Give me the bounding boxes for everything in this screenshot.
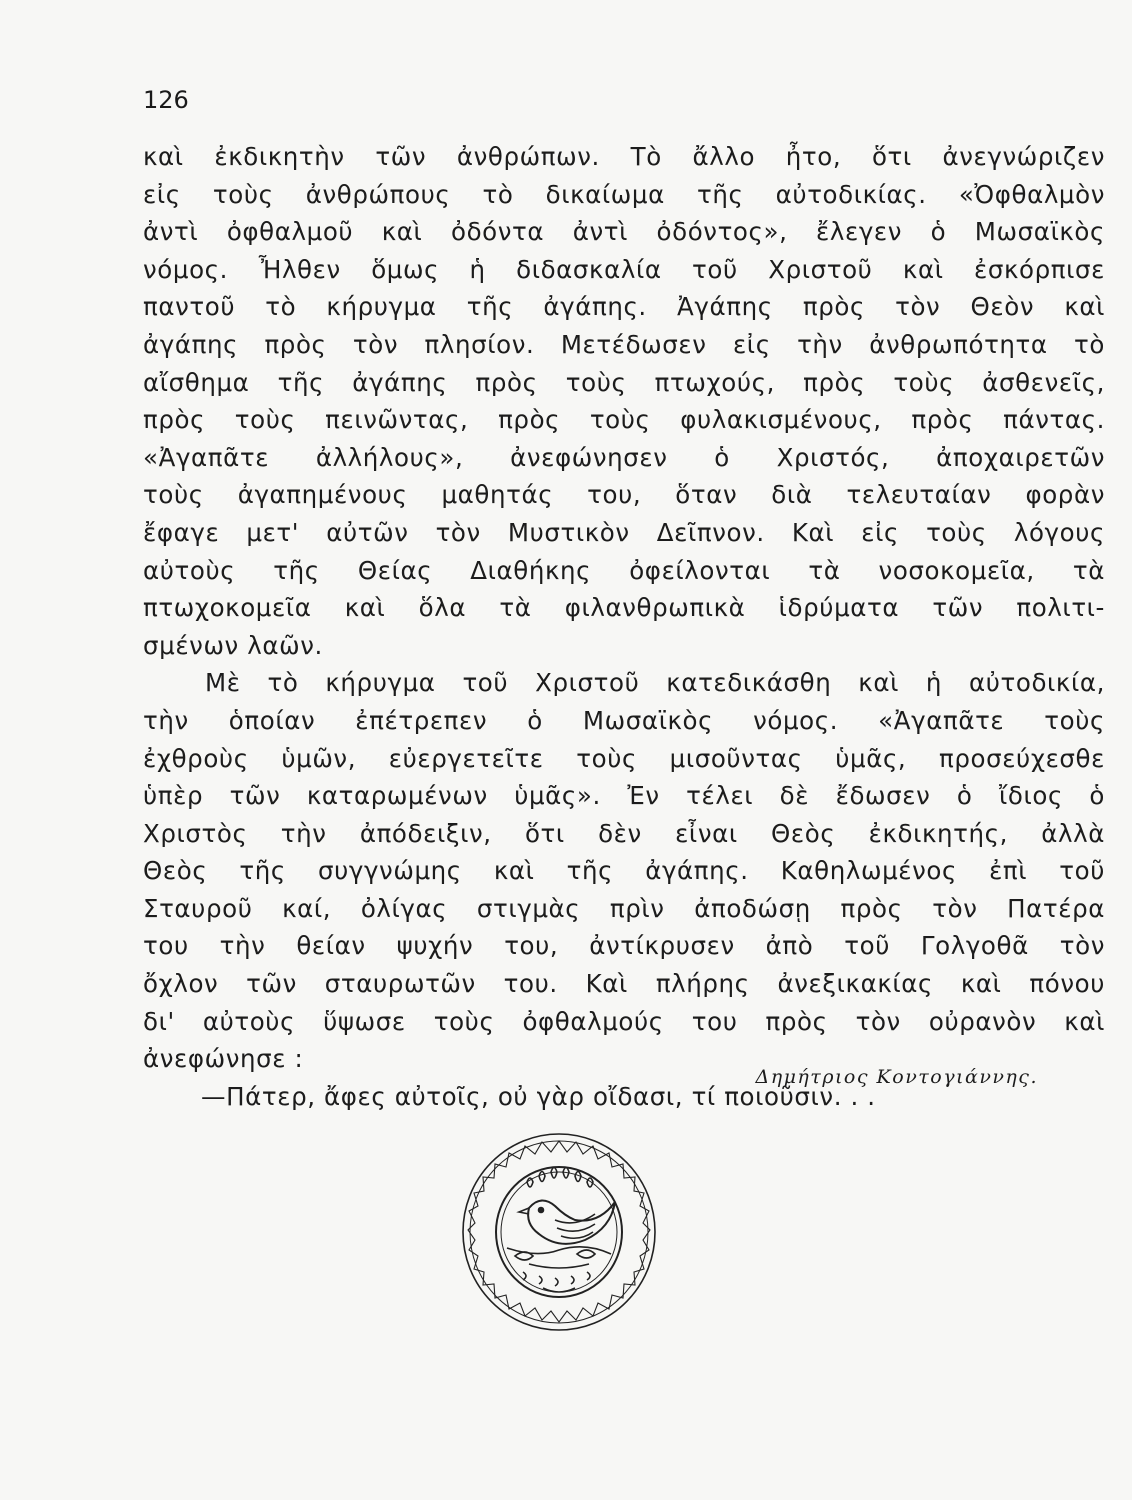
text-line: πτωχοκομεῖα καὶ ὅλα τὰ φιλανθρωπικὰ ἱδρύματα τῶν πολιτι- <box>143 593 1105 623</box>
decorative-plate-bird-illustration <box>459 1130 659 1334</box>
text-line: «Ἀγαπᾶτε ἀλλήλους», ἀνεφώνησεν ὁ Χριστός, ἀποχαιρετῶν <box>143 442 1105 472</box>
text-line: του τὴν θείαν ψυχήν του, ἀντίκρυσεν ἀπὸ τοῦ Γολγοθᾶ τὸν <box>143 931 1105 961</box>
text-line: ἔφαγε μετ' αὐτῶν τὸν Μυστικὸν Δεῖπνον. Καὶ εἰς τοὺς λόγους <box>143 517 1105 547</box>
body-text <box>143 138 1105 1115</box>
text-line: Μὲ τὸ κήρυγμα τοῦ Χριστοῦ κατεδικάσθη καὶ ἡ αὐτοδικία, <box>205 668 1105 698</box>
text-line: νόμος. Ἦλθεν ὅμως ἡ διδασκαλία τοῦ Χριστοῦ καὶ ἐσκόρπισε <box>143 254 1105 284</box>
text-line: Σταυροῦ καί, ὀλίγας στιγμὰς πρὶν ἀποδώσῃ πρὸς τὸν Πατέρα <box>143 893 1105 923</box>
text-line: αὐτοὺς τῆς Θείας Διαθήκης ὀφείλονται τὰ νοσοκομεῖα, τὰ <box>143 555 1105 585</box>
text-line: δι' αὐτοὺς ὕψωσε τοὺς ὀφθαλμούς του πρὸς τὸν οὐρανὸν καὶ <box>143 1006 1105 1036</box>
text-line: Θεὸς τῆς συγγνώμης καὶ τῆς ἀγάπης. Καθηλωμένος ἐπὶ τοῦ <box>143 856 1105 886</box>
text-line: εἰς τοὺς ἀνθρώπους τὸ δικαίωμα τῆς αὐτοδικίας. «Ὀφθαλμὸν <box>143 179 1105 209</box>
text-line: αἴσθημα τῆς ἀγάπης πρὸς τοὺς πτωχούς, πρὸς τοὺς ἀσθενεῖς, <box>143 367 1105 397</box>
text-line: ἀνεφώνησε : <box>143 1044 304 1074</box>
text-line: ἀντὶ ὀφθαλμοῦ καὶ ὀδόντα ἀντὶ ὀδόντος», ἔλεγεν ὁ Μωσαϊκὸς <box>143 217 1105 247</box>
text-line: ἐχθροὺς ὑμῶν, εὐεργετεῖτε τοὺς μισοῦντας ὑμᾶς, προσεύχεσθε <box>143 743 1105 773</box>
author-signature: Δημήτριος Κοντογιάννης. <box>755 1066 1038 1088</box>
text-line: ἀγάπης πρὸς τὸν πλησίον. Μετέδωσεν εἰς τὴν ἀνθρωπότητα τὸ <box>143 329 1105 359</box>
text-line: τοὺς ἀγαπημένους μαθητάς του, ὅταν διὰ τελευταίαν φορὰν <box>143 480 1105 510</box>
quote-line: —Πάτερ, ἄφες αὐτοῖς, οὐ γὰρ οἴδασι, τί ποιοῦσιν. . . <box>201 1081 876 1111</box>
text-line: ὑπὲρ τῶν καταρωμένων ὑμᾶς». Ἐν τέλει δὲ ἔδωσεν ὁ ἴδιος ὁ <box>143 781 1105 811</box>
text-line: τὴν ὁποίαν ἐπέτρεπεν ὁ Μωσαϊκὸς νόμος. «Ἀγαπᾶτε τοὺς <box>143 705 1105 735</box>
page-number: 126 <box>143 86 189 114</box>
text-line: σμένων λαῶν. <box>143 630 323 660</box>
text-line: καὶ ἐκδικητὴν τῶν ἀνθρώπων. Τὸ ἄλλο ἦτο, ὅτι ἀνεγνώριζεν <box>143 142 1105 171</box>
text-line: πρὸς τοὺς πεινῶντας, πρὸς τοὺς φυλακισμένους, πρὸς πάντας. <box>143 405 1105 435</box>
text-line: ὄχλον τῶν σταυρωτῶν του. Καὶ πλήρης ἀνεξικακίας καὶ πόνου <box>143 969 1105 999</box>
text-line: Χριστὸς τὴν ἀπόδειξιν, ὅτι δὲν εἶναι Θεὸς ἐκδικητής, ἀλλὰ <box>143 818 1105 848</box>
text-line: παντοῦ τὸ κήρυγμα τῆς ἀγάπης. Ἀγάπης πρὸς τὸν Θεὸν καὶ <box>143 292 1105 322</box>
